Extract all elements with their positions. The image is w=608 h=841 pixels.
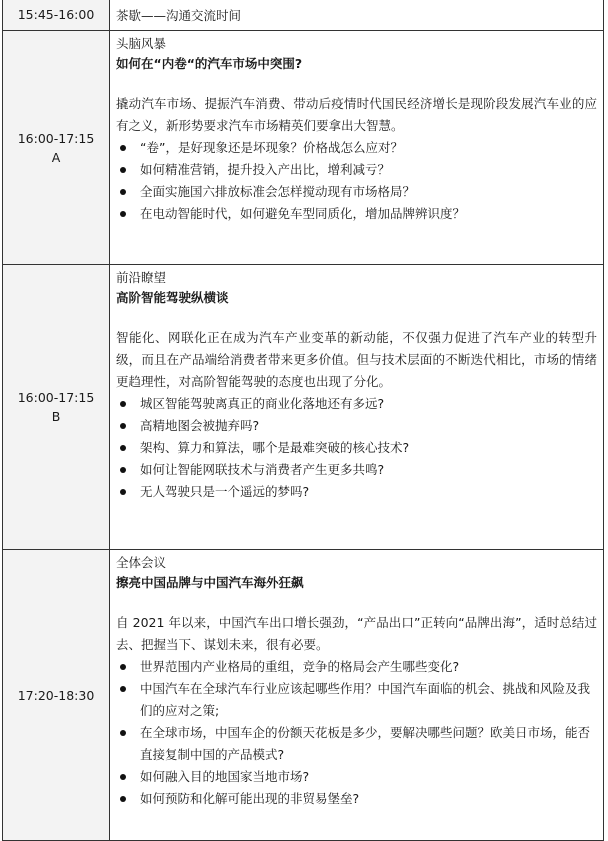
list-item: 中国汽车在全球汽车行业应该起哪些作用？中国汽车面临的机会、挑战和风险及我们的应对之策; xyxy=(116,678,597,722)
time-text: 16:00-17:15 xyxy=(17,130,95,146)
session-row-tea-break xyxy=(3,0,604,31)
session-content xyxy=(110,0,604,31)
session-intro: 撬动汽车市场、提振汽车消费、带动后疫情时代国民经济增长是现阶段发展汽车业的应有之义，新形势要求汽车市场精英们要拿出大智慧。 xyxy=(116,96,597,133)
session-kind: 头脑风暴 xyxy=(116,36,167,51)
time-text: 15:45-16:00 xyxy=(17,7,95,22)
session-title: 茶歇——沟通交流时间 xyxy=(116,7,242,23)
session-row-plenary xyxy=(3,550,604,841)
time-text: 16:00-17:15 xyxy=(17,390,95,405)
question-list xyxy=(116,137,597,225)
list-item: 如何精准营销，提升投入产出比，增利减亏？ xyxy=(116,159,597,181)
session-time xyxy=(3,0,110,31)
list-item: 如何融入目的地国家当地市场? xyxy=(116,766,597,788)
list-item: 高精地图会被抛弃吗? xyxy=(116,415,597,437)
time-text: 17:20-18:30 xyxy=(17,687,95,703)
agenda-table xyxy=(2,0,604,841)
list-item: 架构、算力和算法，哪个是最难突破的核心技术? xyxy=(116,437,597,459)
session-kind: 前沿瞭望 xyxy=(116,270,167,285)
track-label: B xyxy=(51,409,61,424)
track-label: A xyxy=(51,149,61,165)
session-content xyxy=(110,265,604,550)
question-list xyxy=(116,393,597,503)
session-content xyxy=(110,550,604,841)
session-time xyxy=(3,265,110,550)
question-list xyxy=(116,656,597,810)
list-item: 如何让智能网联技术与消费者产生更多共鸣? xyxy=(116,459,597,481)
session-intro: 自 2021 年以来，中国汽车出口增长强劲，“产品出口”正转向“品牌出海”，适时总结过去、把握当下、谋划未来，很有必要。 xyxy=(116,615,597,652)
list-item: 如何预防和化解可能出现的非贸易堡垒? xyxy=(116,788,597,810)
session-row-a xyxy=(3,31,604,265)
session-kind: 全体会议 xyxy=(116,555,167,570)
session-time xyxy=(3,31,110,265)
list-item: 无人驾驶只是一个遥远的梦吗? xyxy=(116,481,597,503)
session-intro: 智能化、网联化正在成为汽车产业变革的新动能，不仅强力促进了汽车产业的转型升级，而且在产品端给消费者带来更多价值。但与技术层面的不断迭代相比，市场的情绪更趋理性，对高阶智能驾驶的态度也出现了分化。 xyxy=(116,330,597,389)
session-time xyxy=(3,550,110,841)
list-item: 全面实施国六排放标准会怎样搅动现有市场格局？ xyxy=(116,181,597,203)
session-headline: 擦亮中国品牌与中国汽车海外狂飙 xyxy=(116,575,304,590)
list-item: 城区智能驾驶离真正的商业化落地还有多远? xyxy=(116,393,597,415)
session-content xyxy=(110,31,604,265)
list-item: 在电动智能时代，如何避免车型同质化，增加品牌辨识度？ xyxy=(116,203,597,225)
session-headline: 高阶智能驾驶纵横谈 xyxy=(116,290,229,305)
list-item: 世界范围内产业格局的重组，竞争的格局会产生哪些变化? xyxy=(116,656,597,678)
list-item: 在全球市场，中国车企的份额天花板是多少，要解决哪些问题？欧美日市场，能否直接复制中国的产品模式? xyxy=(116,722,597,766)
session-headline: 如何在“内卷“的汽车市场中突围? xyxy=(116,56,303,71)
session-row-b xyxy=(3,265,604,550)
list-item: “卷”，是好现象还是坏现象？价格战怎么应对？ xyxy=(116,137,597,159)
